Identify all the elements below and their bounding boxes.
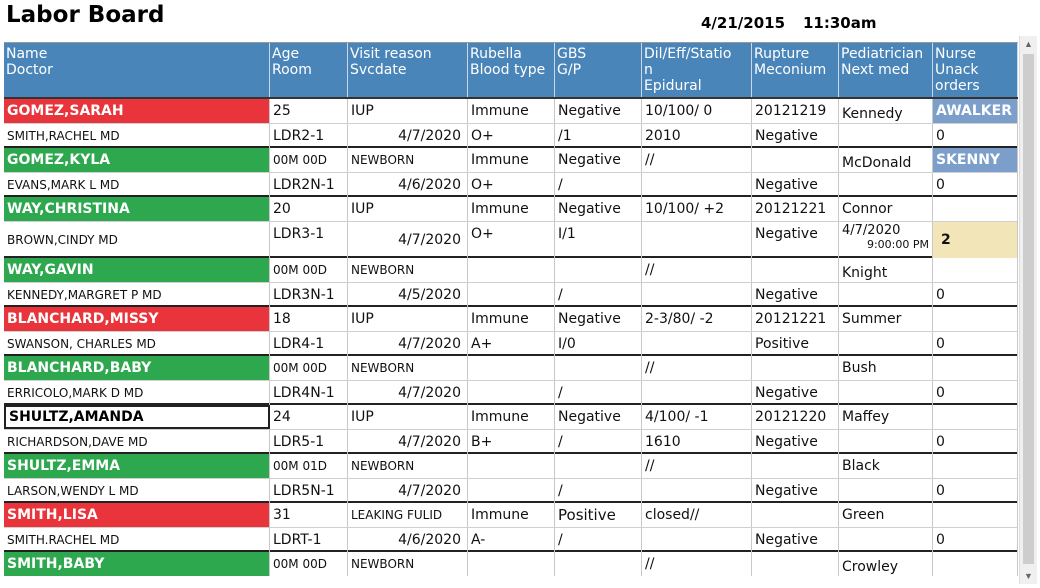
rubella — [468, 356, 555, 380]
meconium: Negative — [752, 173, 839, 197]
patient-age: 00M 01D — [270, 454, 348, 478]
doctor: KENNEDY,MARGRET P MD — [4, 283, 270, 307]
gbs — [555, 356, 642, 380]
dilation: // — [642, 454, 752, 478]
col-header-rupture[interactable]: Rupture Meconium — [752, 43, 839, 97]
dilation: // — [642, 258, 752, 282]
epidural — [642, 381, 752, 405]
patient-age: 00M 00D — [270, 356, 348, 380]
visit-reason: IUP — [348, 405, 468, 429]
patient-age: 20 — [270, 197, 348, 221]
col-header-pediatrician[interactable]: Pediatrician Next med — [839, 43, 933, 97]
patient-rows — [4, 99, 1018, 585]
visit-reason: NEWBORN — [348, 454, 468, 478]
patient-name[interactable]: SMITH,BABY — [4, 552, 270, 576]
epidural — [642, 479, 752, 503]
patient-name[interactable]: BLANCHARD,MISSY — [4, 307, 270, 331]
svcdate: 4/7/2020 — [348, 222, 468, 258]
epidural — [642, 283, 752, 307]
unack-orders[interactable]: 0 — [933, 479, 1018, 503]
rubella: Immune — [468, 197, 555, 221]
doctor: SMITH,RACHEL MD — [4, 124, 270, 148]
patient-age: 18 — [270, 307, 348, 331]
gbs — [555, 552, 642, 576]
visit-reason: IUP — [348, 307, 468, 331]
patient-age: 00M 00D — [270, 148, 348, 172]
blood-type: O+ — [468, 222, 555, 258]
patient-name[interactable]: SHULTZ,EMMA — [4, 454, 270, 478]
patient-row[interactable] — [4, 356, 1018, 405]
patient-row[interactable] — [4, 148, 1018, 197]
unack-orders[interactable]: 0 — [933, 381, 1018, 405]
blood-type: B+ — [468, 430, 555, 454]
epidural — [642, 173, 752, 197]
page-title: Labor Board — [6, 2, 165, 28]
pediatrician: Crowley — [839, 552, 933, 576]
meconium: Negative — [752, 124, 839, 148]
scroll-down-icon[interactable]: ▼ — [1024, 571, 1033, 581]
room: LDR2N-1 — [270, 173, 348, 197]
gp: / — [555, 381, 642, 405]
svcdate: 4/6/2020 — [348, 528, 468, 552]
gp: I/0 — [555, 332, 642, 356]
patient-row[interactable] — [4, 503, 1018, 552]
gp: / — [555, 283, 642, 307]
pediatrician: Bush — [839, 356, 933, 380]
blood-type — [468, 479, 555, 503]
rubella: Immune — [468, 148, 555, 172]
next-med — [839, 222, 933, 258]
gp: / — [555, 479, 642, 503]
pediatrician: Maffey — [839, 405, 933, 429]
visit-reason: NEWBORN — [348, 148, 468, 172]
doctor: RICHARDSON,DAVE MD — [4, 430, 270, 454]
pediatrician: Green — [839, 503, 933, 527]
rubella — [468, 258, 555, 282]
blood-type — [468, 283, 555, 307]
room: LDR2-1 — [270, 124, 348, 148]
pediatrician: Summer — [839, 307, 933, 331]
blood-type: O+ — [468, 124, 555, 148]
blood-type — [468, 381, 555, 405]
nurse-badge[interactable] — [933, 258, 1018, 282]
svcdate: 4/7/2020 — [348, 124, 468, 148]
pediatrician: Knight — [839, 258, 933, 282]
unack-orders[interactable]: 0 — [933, 173, 1018, 197]
gbs: Negative — [555, 307, 642, 331]
col-header-visit[interactable]: Visit reason Svcdate — [348, 43, 468, 97]
dilation: closed// — [642, 503, 752, 527]
rupture — [752, 454, 839, 478]
doctor: ERRICOLO,MARK D MD — [4, 381, 270, 405]
scroll-up-icon[interactable]: ▲ — [1024, 39, 1033, 49]
rupture — [752, 356, 839, 380]
nurse-badge[interactable] — [933, 552, 1018, 576]
pediatrician: Kennedy — [839, 99, 933, 123]
rubella: Immune — [468, 503, 555, 527]
next-med — [839, 124, 933, 148]
room: LDR3N-1 — [270, 283, 348, 307]
svcdate: 4/7/2020 — [348, 479, 468, 503]
next-med — [839, 173, 933, 197]
gp: / — [555, 430, 642, 454]
epidural: 2010 — [642, 124, 752, 148]
meconium: Negative — [752, 430, 839, 454]
scroll-thumb[interactable] — [1023, 54, 1034, 564]
meconium: Negative — [752, 479, 839, 503]
rubella: Immune — [468, 307, 555, 331]
unack-orders[interactable]: 0 — [933, 528, 1018, 552]
gbs — [555, 454, 642, 478]
col-header-rubella[interactable]: Rubella Blood type — [468, 43, 555, 97]
patient-name[interactable]: GOMEZ,SARAH — [4, 99, 270, 123]
gbs — [555, 258, 642, 282]
labor-board-grid — [4, 42, 1018, 585]
gp: I/1 — [555, 222, 642, 258]
patient-name[interactable]: SMITH,LISA — [4, 503, 270, 527]
visit-reason: LEAKING FULID — [348, 503, 468, 527]
nurse-badge[interactable] — [933, 307, 1018, 331]
doctor: SMITH.RACHEL MD — [4, 528, 270, 552]
patient-name[interactable]: SHULTZ,AMANDA — [4, 405, 270, 429]
top-bar — [0, 0, 1040, 42]
epidural — [642, 528, 752, 552]
rupture: 20121219 — [752, 99, 839, 123]
next-med-time: 9:00:00 PM — [866, 238, 929, 251]
pediatrician: McDonald — [839, 148, 933, 172]
gbs: Positive — [555, 503, 642, 527]
rupture: 20121221 — [752, 307, 839, 331]
patient-row[interactable] — [4, 99, 1018, 148]
meconium: Negative — [752, 381, 839, 405]
room: LDR5N-1 — [270, 479, 348, 503]
column-header-row — [4, 43, 1018, 99]
pediatrician: Connor — [839, 197, 933, 221]
dilation: 2-3/80/ -2 — [642, 307, 752, 331]
nurse-badge[interactable] — [933, 454, 1018, 478]
gbs: Negative — [555, 405, 642, 429]
blood-type: O+ — [468, 173, 555, 197]
nurse-badge[interactable]: SKENNY — [933, 148, 1018, 172]
doctor: BROWN,CINDY MD — [4, 222, 270, 258]
gbs: Negative — [555, 148, 642, 172]
rupture — [752, 148, 839, 172]
unack-orders[interactable]: 2 — [933, 222, 1018, 258]
patient-age: 00M 00D — [270, 258, 348, 282]
visit-reason: IUP — [348, 197, 468, 221]
doctor: SWANSON, CHARLES MD — [4, 332, 270, 356]
dilation: // — [642, 148, 752, 172]
dilation: // — [642, 356, 752, 380]
nurse-badge[interactable] — [933, 197, 1018, 221]
patient-age: 24 — [270, 405, 348, 429]
next-med-date: 4/7/2020 — [842, 223, 901, 238]
svcdate: 4/7/2020 — [348, 332, 468, 356]
nurse-badge[interactable] — [933, 356, 1018, 380]
col-header-nurse[interactable]: Nurse Unack orders — [933, 43, 1018, 97]
patient-row[interactable] — [4, 197, 1018, 258]
room: LDR3-1 — [270, 222, 348, 258]
epidural — [642, 332, 752, 356]
board-time: 11:30am — [803, 14, 877, 32]
gbs: Negative — [555, 99, 642, 123]
next-med — [839, 430, 933, 454]
next-med — [839, 283, 933, 307]
room: LDR4N-1 — [270, 381, 348, 405]
gp: /1 — [555, 124, 642, 148]
board-date: 4/21/2015 — [701, 14, 786, 32]
unack-orders[interactable]: 0 — [933, 332, 1018, 356]
pediatrician: Black — [839, 454, 933, 478]
patient-age: 31 — [270, 503, 348, 527]
patient-row[interactable] — [4, 258, 1018, 307]
visit-reason: NEWBORN — [348, 356, 468, 380]
gp: / — [555, 173, 642, 197]
unack-orders[interactable]: 0 — [933, 430, 1018, 454]
patient-age: 25 — [270, 99, 348, 123]
svcdate: 4/6/2020 — [348, 173, 468, 197]
room: LDR5-1 — [270, 430, 348, 454]
next-med — [839, 528, 933, 552]
nurse-badge[interactable] — [933, 405, 1018, 429]
rupture: 20121220 — [752, 405, 839, 429]
meconium: Positive — [752, 332, 839, 356]
dilation: // — [642, 552, 752, 576]
rupture — [752, 503, 839, 527]
room: LDR4-1 — [270, 332, 348, 356]
doctor: EVANS,MARK L MD — [4, 173, 270, 197]
patient-row[interactable] — [4, 552, 1018, 585]
dilation: 10/100/ +2 — [642, 197, 752, 221]
patient-row[interactable] — [4, 454, 1018, 503]
meconium: Negative — [752, 283, 839, 307]
col-header-age[interactable]: Age Room — [270, 43, 348, 97]
svcdate: 4/5/2020 — [348, 283, 468, 307]
patient-row[interactable] — [4, 405, 1018, 454]
epidural — [642, 222, 752, 258]
next-med — [839, 332, 933, 356]
vertical-scrollbar[interactable] — [1019, 36, 1037, 584]
doctor: LARSON,WENDY L MD — [4, 479, 270, 503]
gbs: Negative — [555, 197, 642, 221]
svcdate: 4/7/2020 — [348, 430, 468, 454]
epidural: 1610 — [642, 430, 752, 454]
rubella — [468, 552, 555, 576]
rubella: Immune — [468, 405, 555, 429]
blood-type: A- — [468, 528, 555, 552]
patient-name[interactable]: WAY,GAVIN — [4, 258, 270, 282]
col-header-dilation[interactable]: Dil/Eff/Statio n Epidural — [642, 43, 752, 97]
visit-reason: NEWBORN — [348, 258, 468, 282]
patient-name[interactable]: BLANCHARD,BABY — [4, 356, 270, 380]
rupture: 20121221 — [752, 197, 839, 221]
unack-orders[interactable]: 0 — [933, 283, 1018, 307]
visit-reason: IUP — [348, 99, 468, 123]
svcdate: 4/7/2020 — [348, 381, 468, 405]
next-med — [839, 381, 933, 405]
meconium: Negative — [752, 222, 839, 258]
next-med — [839, 479, 933, 503]
meconium: Negative — [752, 528, 839, 552]
rubella: Immune — [468, 99, 555, 123]
gp: / — [555, 528, 642, 552]
rubella — [468, 454, 555, 478]
rupture — [752, 552, 839, 576]
dilation: 10/100/ 0 — [642, 99, 752, 123]
patient-row[interactable] — [4, 307, 1018, 356]
unack-orders[interactable]: 0 — [933, 124, 1018, 148]
nurse-badge[interactable] — [933, 503, 1018, 527]
patient-name[interactable]: WAY,CHRISTINA — [4, 197, 270, 221]
visit-reason: NEWBORN — [348, 552, 468, 576]
rupture — [752, 258, 839, 282]
room: LDRT-1 — [270, 528, 348, 552]
patient-age: 00M 00D — [270, 552, 348, 576]
nurse-badge[interactable]: AWALKER — [933, 99, 1018, 123]
dilation: 4/100/ -1 — [642, 405, 752, 429]
patient-name[interactable]: GOMEZ,KYLA — [4, 148, 270, 172]
col-header-gbs[interactable]: GBS G/P — [555, 43, 642, 97]
blood-type: A+ — [468, 332, 555, 356]
col-header-name[interactable]: Name Doctor — [4, 43, 270, 97]
